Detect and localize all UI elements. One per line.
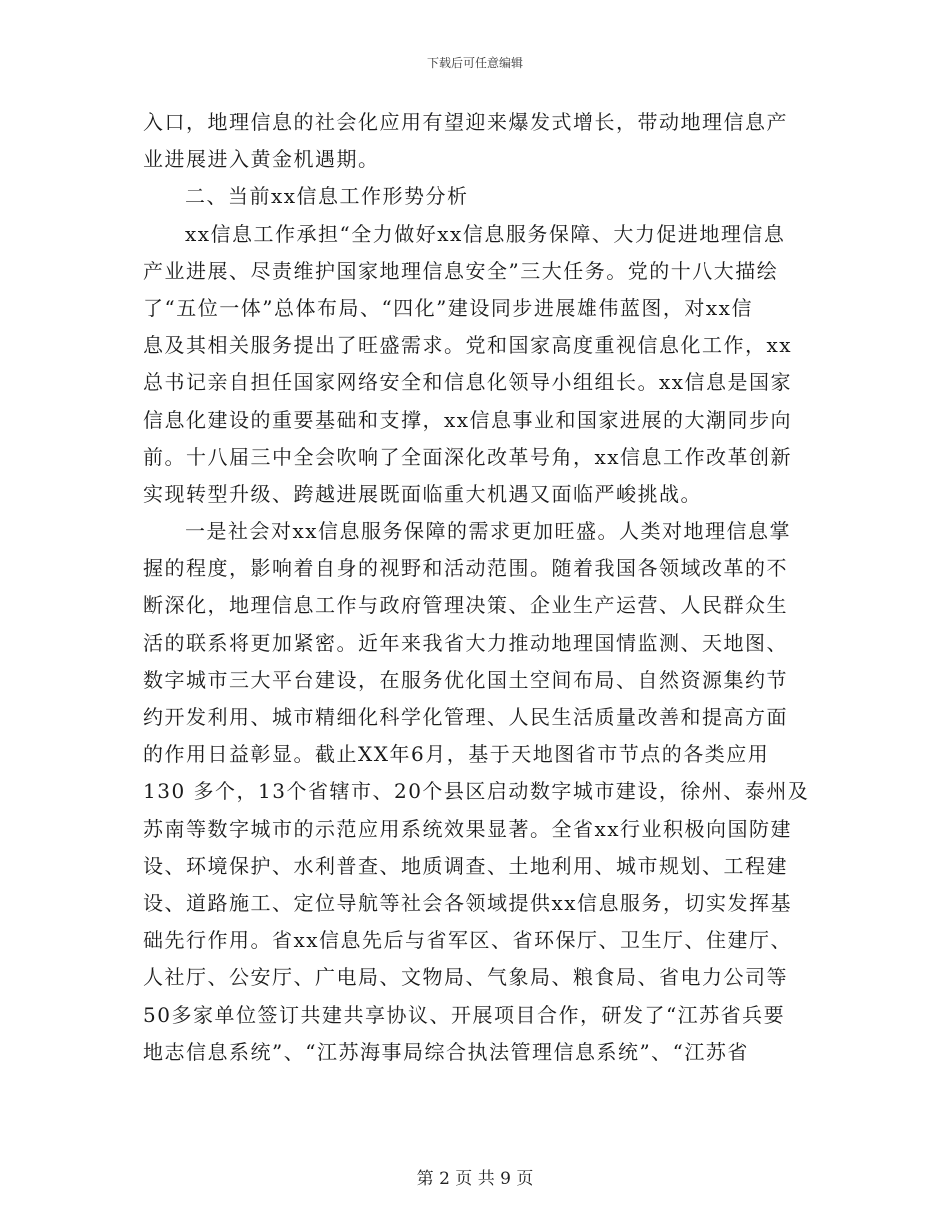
- text-line: 础先行作用。省xx信息先后与省军区、省环保厅、卫生厅、住建厅、: [143, 928, 793, 953]
- text-line: 人社厅、公安厅、广电局、文物局、气象局、粮食局、省电力公司等: [143, 965, 788, 990]
- text-line: 设、道路施工、定位导航等社会各领域提供xx信息服务，切实发挥基: [143, 890, 793, 915]
- text-line: 50多家单位签订共建共享协议、开展项目合作，研发了“江苏省兵要: [143, 1002, 786, 1027]
- text-line: xx信息工作承担“全力做好xx信息服务保障、大力促进地理信息: [185, 221, 786, 246]
- text-line: 130 多个，13个省辖市、20个县区启动数字城市建设，徐州、泰州及: [143, 779, 810, 804]
- text-line: 信息化建设的重要基础和支撑，xx信息事业和国家进展的大潮同步向: [143, 407, 793, 432]
- text-line: 设、环境保护、水利普查、地质调查、土地利用、城市规划、工程建: [143, 853, 788, 878]
- text-line: 实现转型升级、跨越进展既面临重大机遇又面临严峻挑战。: [143, 481, 702, 506]
- text-line: 地志信息系统”、“江苏海事局综合执法管理信息系统”、“江苏省: [143, 1039, 749, 1064]
- body-text: [143, 104, 813, 1071]
- text-line: 总书记亲自担任国家网络安全和信息化领导小组组长。xx信息是国家: [143, 370, 793, 395]
- text-line: 握的程度，影响着自身的视野和活动范围。随着我国各领域改革的不: [143, 556, 788, 581]
- page-header: 下载后可任意编辑: [426, 56, 523, 70]
- text-line: 苏南等数字城市的示范应用系统效果显著。全省xx行业积极向国防建: [143, 816, 793, 841]
- text-line: 约开发利用、城市精细化科学化管理、人民生活质量改善和提高方面: [143, 705, 788, 729]
- text-line: 入口，地理信息的社会化应用有望迎来爆发式增长，带动地理信息产: [143, 110, 788, 134]
- text-line: 前。十八届三中全会吹响了全面深化改革号角，xx信息工作改革创新: [143, 444, 793, 469]
- text-line: 产业进展、尽责维护国家地理信息安全”三大任务。党的十八大描绘: [143, 258, 779, 283]
- text-line: 数字城市三大平台建设，在服务优化国土空间布局、自然资源集约节: [143, 667, 788, 692]
- page-number-footer: 第 2 页 共 9 页: [416, 1169, 534, 1189]
- text-line: 的作用日益彰显。截止XX年6月，基于天地图省市节点的各类应用: [143, 742, 770, 767]
- text-line: 一是社会对xx信息服务保障的需求更加旺盛。人类对地理信息掌: [185, 519, 792, 544]
- text-line: 断深化，地理信息工作与政府管理决策、企业生产运营、人民群众生: [143, 593, 788, 618]
- text-line: 息及其相关服务提出了旺盛需求。党和国家高度重视信息化工作，xx: [143, 333, 793, 358]
- section-heading: 二、当前xx信息工作形势分析: [185, 184, 469, 209]
- text-line: 业进展进入黄金机遇期。: [143, 147, 380, 172]
- text-line: 了“五位一体”总体布局、“四化”建设同步进展雄伟蓝图，对xx信: [143, 295, 753, 320]
- text-line: 活的联系将更加紧密。近年来我省大力推动地理国情监测、天地图、: [143, 630, 788, 655]
